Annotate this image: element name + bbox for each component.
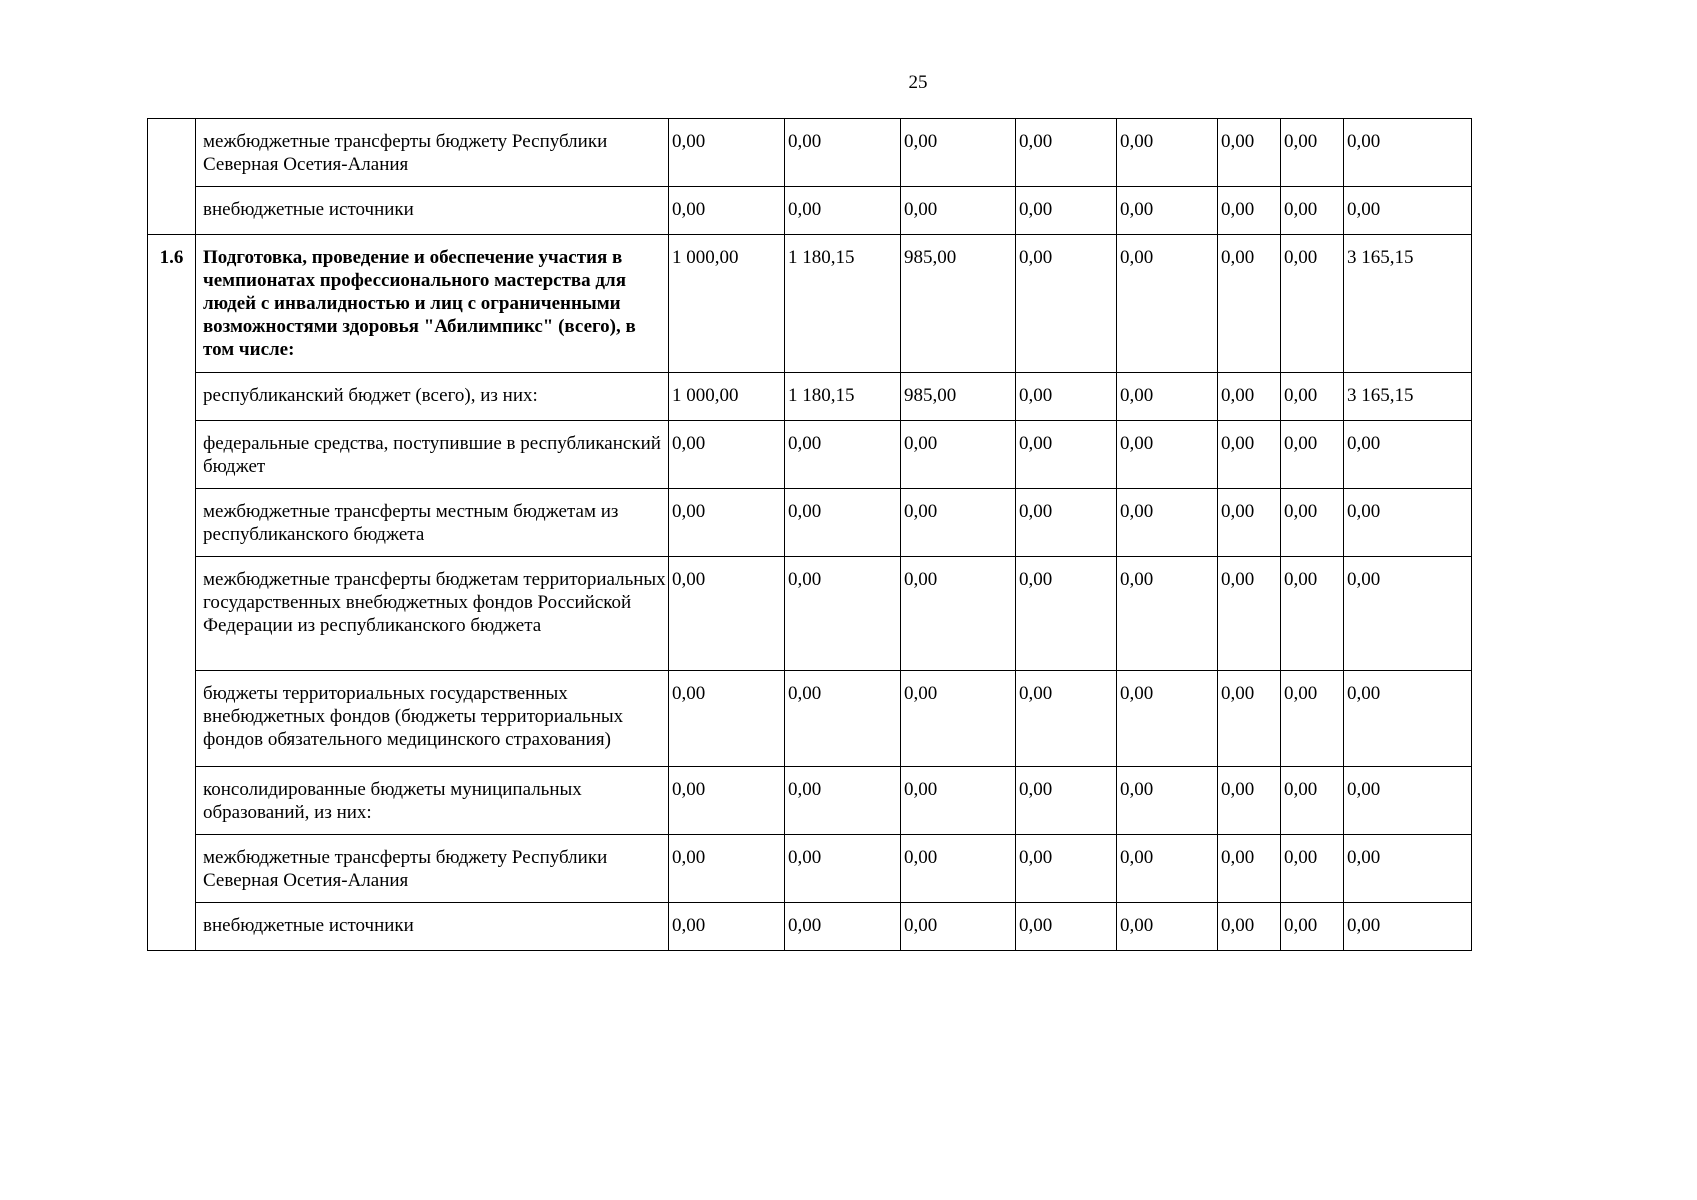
value-cell: 0,00 (669, 767, 785, 835)
value-cell: 985,00 (901, 373, 1016, 421)
value-cell: 0,00 (1016, 835, 1117, 903)
row-label-cell: консолидированные бюджеты муниципальных образований, из них: (196, 767, 669, 835)
value-cell: 0,00 (901, 767, 1016, 835)
value-cell: 0,00 (1117, 835, 1218, 903)
value-cell: 0,00 (669, 489, 785, 557)
value-cell: 0,00 (1016, 557, 1117, 671)
row-label-cell: федеральные средства, поступившие в республиканский бюджет (196, 421, 669, 489)
value-cell: 0,00 (1281, 557, 1344, 671)
value-cell: 0,00 (1344, 119, 1472, 187)
value-cell: 0,00 (1281, 903, 1344, 951)
value-cell: 0,00 (785, 489, 901, 557)
value-cell: 1 000,00 (669, 373, 785, 421)
value-cell: 0,00 (901, 557, 1016, 671)
table-row (148, 373, 1472, 421)
value-cell: 0,00 (1016, 767, 1117, 835)
row-label-cell: Подготовка, проведение и обеспечение участия в чемпионатах профессионального мастерства для людей с инвалидностью и лиц с ограниченными возможностями здоровья "Абилимпикс" (всего), в том числе: (196, 235, 669, 373)
value-cell: 0,00 (1016, 421, 1117, 489)
table-row (148, 235, 1472, 373)
table-row (148, 767, 1472, 835)
value-cell: 0,00 (1117, 489, 1218, 557)
row-number-cell (148, 373, 196, 421)
value-cell: 0,00 (1281, 187, 1344, 235)
table-row (148, 489, 1472, 557)
row-label-cell: внебюджетные источники (196, 903, 669, 951)
value-cell: 0,00 (1344, 903, 1472, 951)
row-label-cell: республиканский бюджет (всего), из них: (196, 373, 669, 421)
value-cell: 0,00 (901, 421, 1016, 489)
row-label-cell: межбюджетные трансферты бюджету Республики Северная Осетия-Алания (196, 119, 669, 187)
table-row (148, 187, 1472, 235)
row-label-cell: бюджеты территориальных государственных внебюджетных фондов (бюджеты территориальных фондов обязательного медицинского страхования) (196, 671, 669, 767)
row-number-cell (148, 903, 196, 951)
value-cell: 0,00 (1218, 489, 1281, 557)
value-cell: 0,00 (1016, 373, 1117, 421)
value-cell: 0,00 (1117, 671, 1218, 767)
value-cell: 0,00 (1281, 373, 1344, 421)
value-cell: 0,00 (1218, 187, 1281, 235)
row-number-cell (148, 187, 196, 235)
row-number-cell (148, 421, 196, 489)
value-cell: 0,00 (1016, 489, 1117, 557)
value-cell: 0,00 (1344, 489, 1472, 557)
value-cell: 0,00 (1218, 767, 1281, 835)
value-cell: 0,00 (1281, 767, 1344, 835)
value-cell: 0,00 (1344, 421, 1472, 489)
value-cell: 0,00 (1117, 235, 1218, 373)
value-cell: 0,00 (901, 119, 1016, 187)
value-cell: 0,00 (1344, 671, 1472, 767)
value-cell: 0,00 (901, 489, 1016, 557)
value-cell: 0,00 (1218, 119, 1281, 187)
value-cell: 0,00 (1117, 421, 1218, 489)
row-number-cell (148, 767, 196, 835)
value-cell: 0,00 (901, 671, 1016, 767)
value-cell: 0,00 (785, 187, 901, 235)
row-label-cell: межбюджетные трансферты местным бюджетам из республиканского бюджета (196, 489, 669, 557)
value-cell: 0,00 (1117, 903, 1218, 951)
value-cell: 0,00 (1344, 187, 1472, 235)
value-cell: 0,00 (1117, 119, 1218, 187)
value-cell: 0,00 (785, 903, 901, 951)
value-cell: 0,00 (1281, 119, 1344, 187)
value-cell: 0,00 (1281, 235, 1344, 373)
value-cell: 0,00 (785, 671, 901, 767)
value-cell: 0,00 (785, 119, 901, 187)
value-cell: 0,00 (1218, 557, 1281, 671)
value-cell: 1 000,00 (669, 235, 785, 373)
value-cell: 0,00 (1016, 671, 1117, 767)
table-row (148, 421, 1472, 489)
value-cell: 0,00 (1218, 903, 1281, 951)
value-cell: 0,00 (669, 119, 785, 187)
value-cell: 0,00 (669, 421, 785, 489)
table-row (148, 119, 1472, 187)
value-cell: 0,00 (785, 421, 901, 489)
value-cell: 0,00 (1218, 671, 1281, 767)
row-number-cell: 1.6 (148, 235, 196, 373)
value-cell: 0,00 (1117, 373, 1218, 421)
table-row (148, 835, 1472, 903)
value-cell: 0,00 (1218, 373, 1281, 421)
value-cell: 0,00 (1281, 421, 1344, 489)
value-cell: 0,00 (669, 903, 785, 951)
value-cell: 985,00 (901, 235, 1016, 373)
value-cell: 1 180,15 (785, 373, 901, 421)
value-cell: 0,00 (1218, 421, 1281, 489)
value-cell: 0,00 (669, 557, 785, 671)
value-cell: 0,00 (1281, 671, 1344, 767)
value-cell: 1 180,15 (785, 235, 901, 373)
row-label-cell: внебюджетные источники (196, 187, 669, 235)
table-row (148, 903, 1472, 951)
value-cell: 0,00 (1016, 903, 1117, 951)
value-cell: 0,00 (1016, 235, 1117, 373)
value-cell: 0,00 (1218, 235, 1281, 373)
value-cell: 0,00 (785, 767, 901, 835)
value-cell: 3 165,15 (1344, 235, 1472, 373)
table-body (148, 119, 1472, 951)
value-cell: 0,00 (1117, 767, 1218, 835)
value-cell: 0,00 (901, 835, 1016, 903)
row-number-cell (148, 489, 196, 557)
value-cell: 0,00 (1117, 557, 1218, 671)
table-row (148, 671, 1472, 767)
value-cell: 0,00 (901, 903, 1016, 951)
value-cell: 0,00 (1016, 187, 1117, 235)
row-number-cell (148, 671, 196, 767)
row-label-cell: межбюджетные трансферты бюджетам территориальных государственных внебюджетных фондов Российской Федерации из республиканского бюджета (196, 557, 669, 671)
value-cell: 0,00 (1281, 489, 1344, 557)
row-number-cell (148, 119, 196, 187)
value-cell: 3 165,15 (1344, 373, 1472, 421)
value-cell: 0,00 (1344, 835, 1472, 903)
value-cell: 0,00 (1344, 767, 1472, 835)
table-row (148, 557, 1472, 671)
row-label-cell: межбюджетные трансферты бюджету Республики Северная Осетия-Алания (196, 835, 669, 903)
row-number-cell (148, 557, 196, 671)
value-cell: 0,00 (901, 187, 1016, 235)
budget-table (147, 118, 1472, 951)
value-cell: 0,00 (1344, 557, 1472, 671)
row-number-cell (148, 835, 196, 903)
value-cell: 0,00 (785, 557, 901, 671)
value-cell: 0,00 (1016, 119, 1117, 187)
value-cell: 0,00 (1218, 835, 1281, 903)
value-cell: 0,00 (669, 671, 785, 767)
value-cell: 0,00 (1281, 835, 1344, 903)
value-cell: 0,00 (785, 835, 901, 903)
page-number: 25 (908, 72, 928, 93)
value-cell: 0,00 (669, 187, 785, 235)
value-cell: 0,00 (669, 835, 785, 903)
value-cell: 0,00 (1117, 187, 1218, 235)
